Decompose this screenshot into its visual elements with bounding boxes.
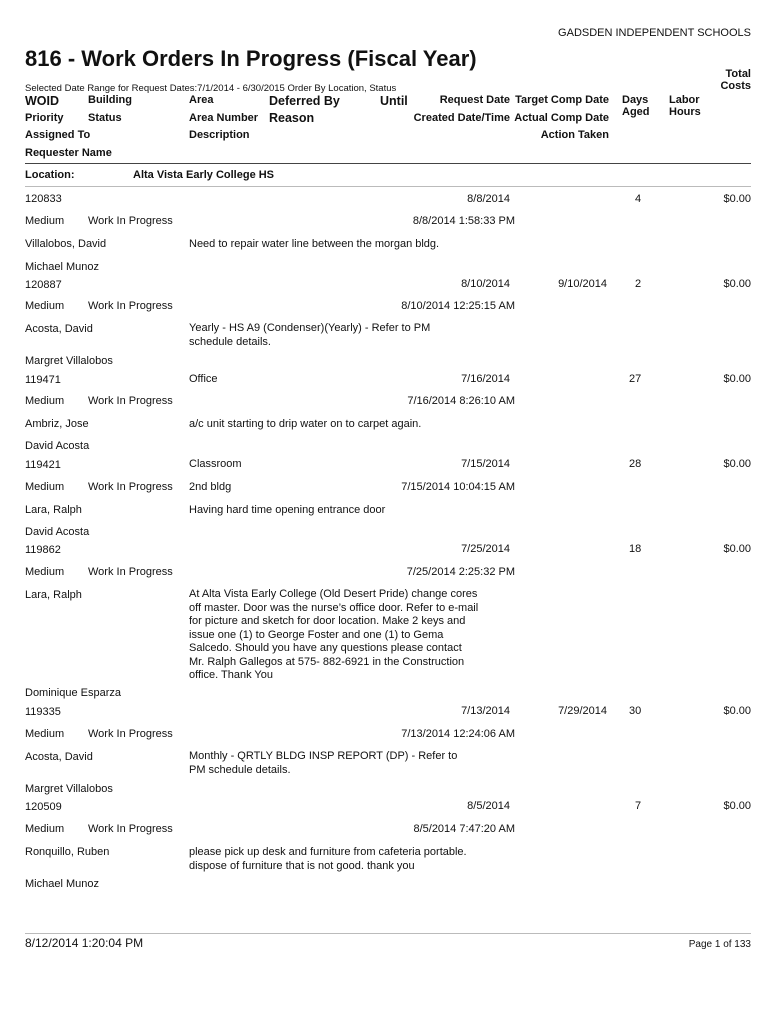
days-aged: 30 xyxy=(629,705,642,717)
requester-name: Margret Villalobos xyxy=(25,783,113,795)
priority: Medium xyxy=(25,566,65,578)
col-created: Created Date/Time xyxy=(413,112,510,124)
col-action-taken: Action Taken xyxy=(540,129,609,141)
total-cost: $0.00 xyxy=(723,543,751,555)
assigned-to: Ambriz, Jose xyxy=(25,418,89,430)
priority: Medium xyxy=(25,823,65,835)
footer-divider xyxy=(25,933,751,934)
header-divider xyxy=(25,163,751,164)
assigned-to: Acosta, David xyxy=(25,751,93,763)
days-aged: 7 xyxy=(635,800,642,812)
created-datetime: 7/13/2014 12:24:06 AM xyxy=(401,728,515,740)
description: please pick up desk and furniture from cafeteria portable. dispose of furniture that is not good. thank you xyxy=(189,846,467,872)
woid: 119421 xyxy=(25,459,61,471)
requester-name: Margret Villalobos xyxy=(25,355,113,367)
description: a/c unit starting to drip water on to carpet again. xyxy=(189,418,422,430)
priority: Medium xyxy=(25,300,65,312)
requester-name: Michael Munoz xyxy=(25,261,99,273)
total-costs-header: Total Costs xyxy=(720,68,751,92)
col-reason: Reason xyxy=(269,111,315,125)
priority: Medium xyxy=(25,728,65,740)
area: Office xyxy=(189,373,218,385)
col-area-number: Area Number xyxy=(189,112,259,124)
requester-name: Dominique Esparza xyxy=(25,687,121,699)
created-datetime: 7/16/2014 8:26:10 AM xyxy=(407,395,515,407)
assigned-to: Villalobos, David xyxy=(25,238,107,250)
total-cost: $0.00 xyxy=(723,373,751,385)
location-label: Location: xyxy=(25,169,75,181)
days-aged: 27 xyxy=(629,373,642,385)
request-date: 7/25/2014 xyxy=(461,543,510,555)
woid: 119862 xyxy=(25,544,61,556)
woid: 119335 xyxy=(25,706,61,718)
request-date: 7/15/2014 xyxy=(461,458,510,470)
col-area: Area xyxy=(189,94,214,106)
date-range-text: Selected Date Range for Request Dates:7/1/2014 - 6/30/2015 Order By Location, Status xyxy=(25,83,397,94)
status: Work In Progress xyxy=(88,566,173,578)
col-target-comp-date: Target Comp Date xyxy=(515,94,609,106)
description: At Alta Vista Early College (Old Desert Pride) change cores off master. Door was the nurse’s office door. Refer to e-mail for picture and sketch for door location. Make 2 keys and issue one (1) to George Foster and one (1) to Gema Salcedo. Should you have any questions please contact Mr. Ralph Gallegos at 575- 882-6921 in the Construction office. Thank You xyxy=(189,588,479,681)
created-datetime: 8/5/2014 7:47:20 AM xyxy=(413,823,515,835)
days-aged: 2 xyxy=(635,278,642,290)
request-date: 7/13/2014 xyxy=(461,705,510,717)
assigned-to: Lara, Ralph xyxy=(25,504,82,516)
days-aged: 18 xyxy=(629,543,642,555)
location-divider xyxy=(25,186,751,187)
description: Need to repair water line between the morgan bldg. xyxy=(189,238,440,250)
report-title: 816 - Work Orders In Progress (Fiscal Year) xyxy=(25,46,477,71)
print-timestamp: 8/12/2014 1:20:04 PM xyxy=(25,936,144,950)
assigned-to: Ronquillo, Ruben xyxy=(25,846,110,858)
organization-name: GADSDEN INDEPENDENT SCHOOLS xyxy=(558,27,751,39)
status: Work In Progress xyxy=(88,823,173,835)
woid: 120887 xyxy=(25,279,62,291)
request-date: 8/8/2014 xyxy=(467,193,510,205)
request-date: 8/5/2014 xyxy=(467,800,510,812)
assigned-to: Acosta, David xyxy=(25,323,93,335)
col-actual-comp-date: Actual Comp Date xyxy=(514,112,609,124)
target-comp-date: 9/10/2014 xyxy=(558,278,607,290)
col-status: Status xyxy=(88,112,122,124)
col-labor-hours: Labor Hours xyxy=(669,94,701,118)
status: Work In Progress xyxy=(88,728,173,740)
woid: 120509 xyxy=(25,801,62,813)
description: Yearly - HS A9 (Condenser)(Yearly) - Refer to PM schedule details. xyxy=(189,322,431,348)
col-description: Description xyxy=(189,129,250,141)
created-datetime: 8/8/2014 1:58:33 PM xyxy=(412,215,515,227)
days-aged: 28 xyxy=(629,458,642,470)
status: Work In Progress xyxy=(88,215,173,227)
priority: Medium xyxy=(25,481,65,493)
area: Classroom xyxy=(189,458,242,470)
col-until: Until xyxy=(380,94,408,108)
col-deferred-by: Deferred By xyxy=(269,94,340,108)
col-assigned-to: Assigned To xyxy=(25,129,91,141)
assigned-to: Lara, Ralph xyxy=(25,589,82,601)
woid: 120833 xyxy=(25,193,62,205)
page-number: Page 1 of 133 xyxy=(688,939,751,950)
status: Work In Progress xyxy=(88,481,173,493)
area-number: 2nd bldg xyxy=(189,481,232,493)
priority: Medium xyxy=(25,395,65,407)
total-cost: $0.00 xyxy=(723,458,751,470)
requester-name: David Acosta xyxy=(25,440,90,452)
created-datetime: 7/25/2014 2:25:32 PM xyxy=(406,566,515,578)
status: Work In Progress xyxy=(88,300,173,312)
created-datetime: 7/15/2014 10:04:15 AM xyxy=(401,481,515,493)
total-cost: $0.00 xyxy=(723,193,751,205)
total-cost: $0.00 xyxy=(723,278,751,290)
col-request-date: Request Date xyxy=(439,94,510,106)
description: Having hard time opening entrance door xyxy=(189,504,386,516)
description: Monthly - QRTLY BLDG INSP REPORT (DP) - Refer to PM schedule details. xyxy=(189,750,458,776)
col-building: Building xyxy=(88,94,132,106)
requester-name: Michael Munoz xyxy=(25,878,99,890)
days-aged: 4 xyxy=(635,193,642,205)
request-date: 8/10/2014 xyxy=(461,278,510,290)
total-cost: $0.00 xyxy=(723,705,751,717)
requester-name: David Acosta xyxy=(25,526,90,538)
priority: Medium xyxy=(25,215,65,227)
request-date: 7/16/2014 xyxy=(461,373,510,385)
col-days-aged: Days Aged xyxy=(622,94,650,118)
woid: 119471 xyxy=(25,374,61,386)
col-woid: WOID xyxy=(25,94,60,108)
status: Work In Progress xyxy=(88,395,173,407)
col-requester-name: Requester Name xyxy=(25,147,112,159)
col-priority: Priority xyxy=(25,112,64,124)
target-comp-date: 7/29/2014 xyxy=(558,705,607,717)
total-cost: $0.00 xyxy=(723,800,751,812)
created-datetime: 8/10/2014 12:25:15 AM xyxy=(401,300,515,312)
location-value: Alta Vista Early College HS xyxy=(133,169,275,181)
